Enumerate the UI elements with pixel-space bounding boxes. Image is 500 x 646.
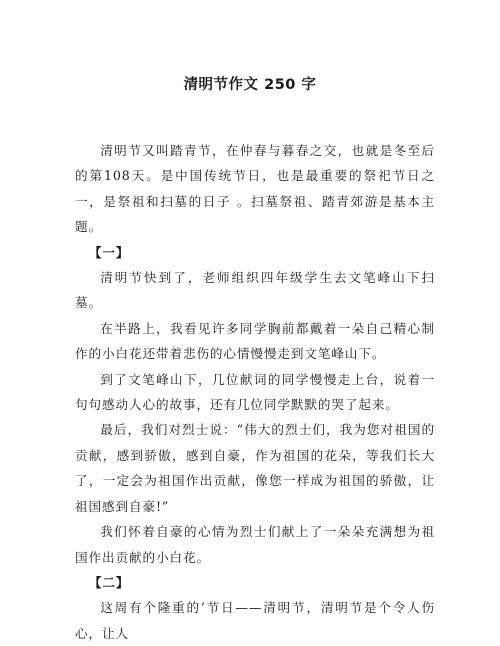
section-heading: 【二】: [88, 574, 130, 590]
paragraph: 最后，我们对烈士说：“伟大的烈士们，我为您对祖国的贡献，感到骄傲，感到自豪，作为祖国的花朵，等我们长大了，一定会为祖国作出贡献，像您一样成为祖国的骄傲，让祖国感到自豪!”: [75, 422, 435, 514]
article-body: [75, 138, 435, 646]
paragraph: 我们怀着自豪的心情为烈士们献上了一朵朵充满想为祖国作出贡献的小白花。: [75, 524, 435, 565]
paragraph: 到了文笔峰山下，几位献词的同学慢慢走上台，说着一句句感动人心的故事，还有几位同学默默的哭了起来。: [75, 371, 435, 413]
paragraph: 在半路上，我看见许多同学胸前都戴着一朵自己精心制作的小白花还带着悲伤的心情慢慢走到文笔峰山下。: [75, 320, 435, 362]
paragraph: 清明节又叫踏青节，在仲春与暮春之交，也就是冬至后的第108天。是中国传统节日，也是最重要的祭祀节日之一，是祭祖和扫墓的日子 。扫墓祭祖、踏青郊游是基本主题。: [75, 143, 435, 235]
paragraph: 清明节快到了，老师组织四年级学生去文笔峰山下扫墓。: [75, 270, 435, 311]
paragraph: 这周有个隆重的’节日——清明节，清明节是个令人伤心，让人: [75, 600, 435, 641]
section-heading: 【一】: [88, 244, 130, 260]
page-title: 清明节作文 250 字: [183, 77, 317, 93]
